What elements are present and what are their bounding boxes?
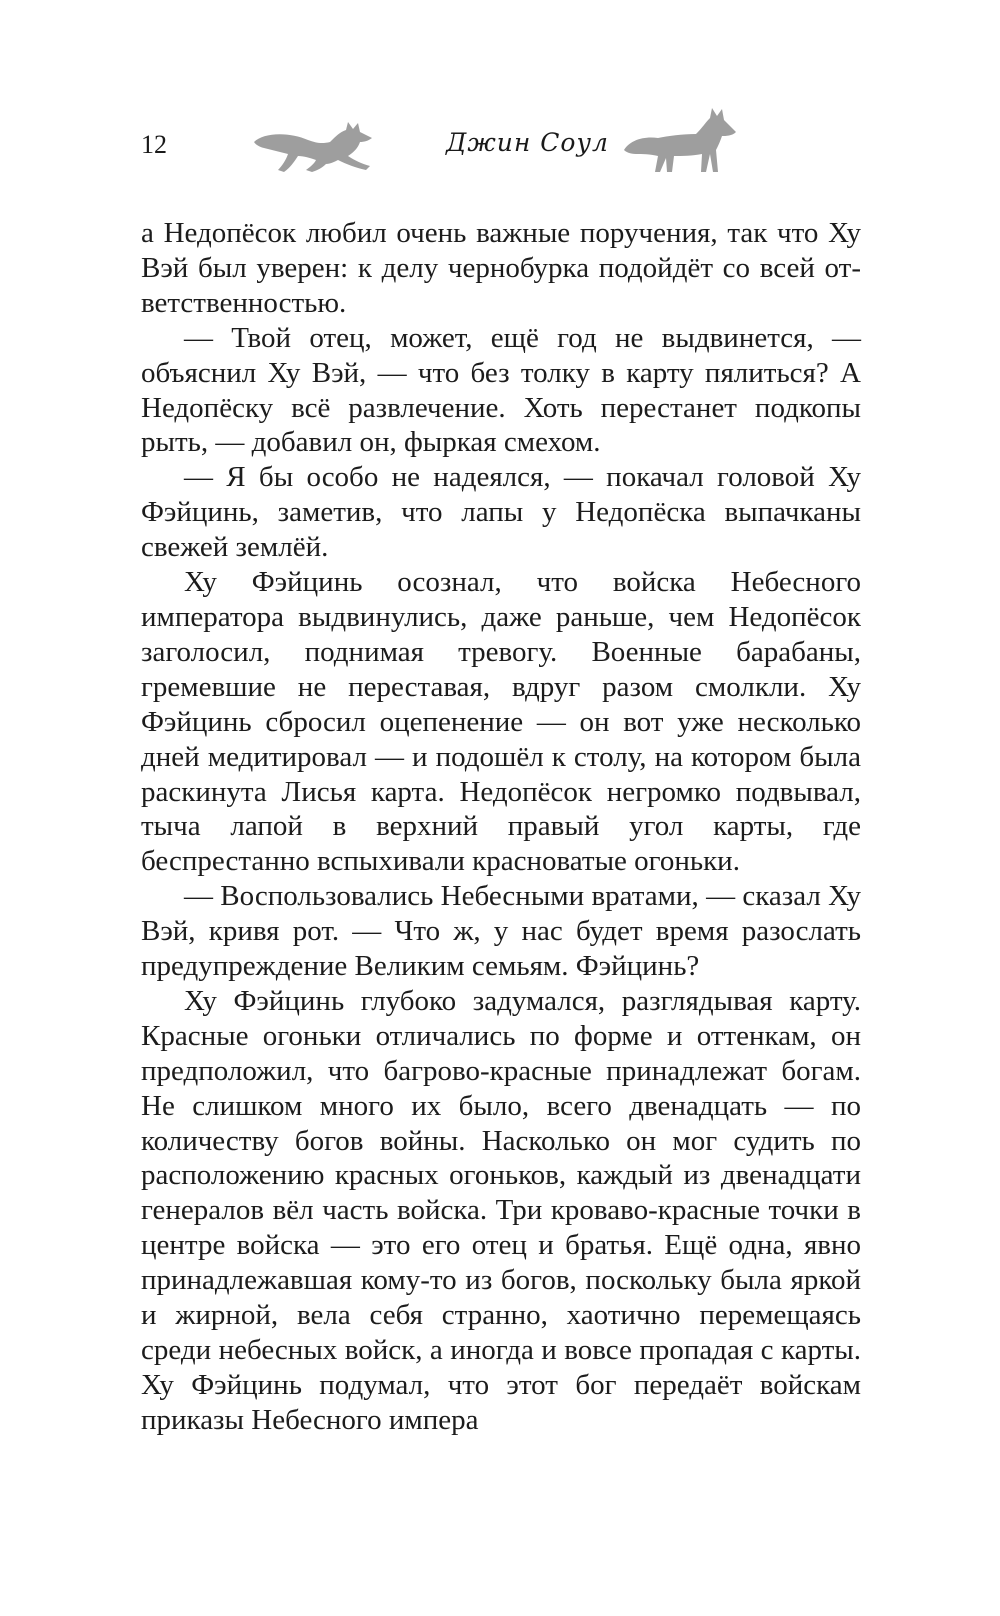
running-fox-icon bbox=[250, 112, 380, 174]
paragraph: — Я бы особо не надеялся, — покачал головой Ху Фэйцинь, заметив, что лапы у Недопёска выпачканы свежей землёй. bbox=[141, 461, 861, 564]
paragraph: — Воспользовались Небесными вратами, — сказал Ху Вэй, кривя рот. — Что ж, у нас будет время разослать предупреждение Великим семьям. Фэйцинь? bbox=[141, 880, 861, 983]
running-title: Джин Соул bbox=[446, 128, 609, 157]
page-header bbox=[0, 100, 1000, 190]
paragraph: а Недопёсок любил очень важные поручения, так что Ху Вэй был уверен: к делу чернобурка подойдёт со всей ответственностью. bbox=[141, 217, 861, 319]
paragraph: Ху Фэйцинь осознал, что войска Небесного императора выдвинулись, даже раньше, чем Недопёсок заголосил, поднимая тревогу. Военные барабаны, гремевшие не переставая, вдруг разом смолкли. Ху Фэйцинь сбросил оцепенение — он вот уже несколько дней медитировал — и подошёл к столу, на котором была раскинута Лисья карта. Недопёсок негромко подвывал, тыча лапой в верхний правый угол карты, где беспрестанно вспыхивали красноватые огоньки. bbox=[141, 566, 861, 878]
body-text bbox=[141, 216, 861, 1438]
walking-fox-icon bbox=[620, 106, 740, 176]
page-number: 12 bbox=[141, 130, 167, 159]
paragraph: — Твой отец, может, ещё год не выдвинется, — объяснил Ху Вэй, — что без толку в карту пялиться? А Недопёску всё развлечение. Хоть перестанет подкопы рыть, — добавил он, фыркая смехом. bbox=[141, 321, 861, 459]
paragraph: Ху Фэйцинь глубоко задумался, разглядывая карту. Красные огоньки отличались по форме и оттенкам, он предположил, что багрово-красные принадлежат богам. Не слишком много их было, всего двенадцать — по количеству богов войны. Насколько он мог судить по расположению красных огоньков, каждый из двенадцати генералов вёл часть войска. Три кроваво-красные точки в центре войска — это его отец и братья. Ещё одна, явно принадлежавшая кому-то из богов, поскольку была яркой и жирной, вела себя странно, хаотично перемещаясь среди небесных войск, а иногда и вовсе пропадая с карты. Ху Фэйцинь подумал, что этот бог передаёт войскам приказы Небесного импера bbox=[141, 984, 861, 1436]
